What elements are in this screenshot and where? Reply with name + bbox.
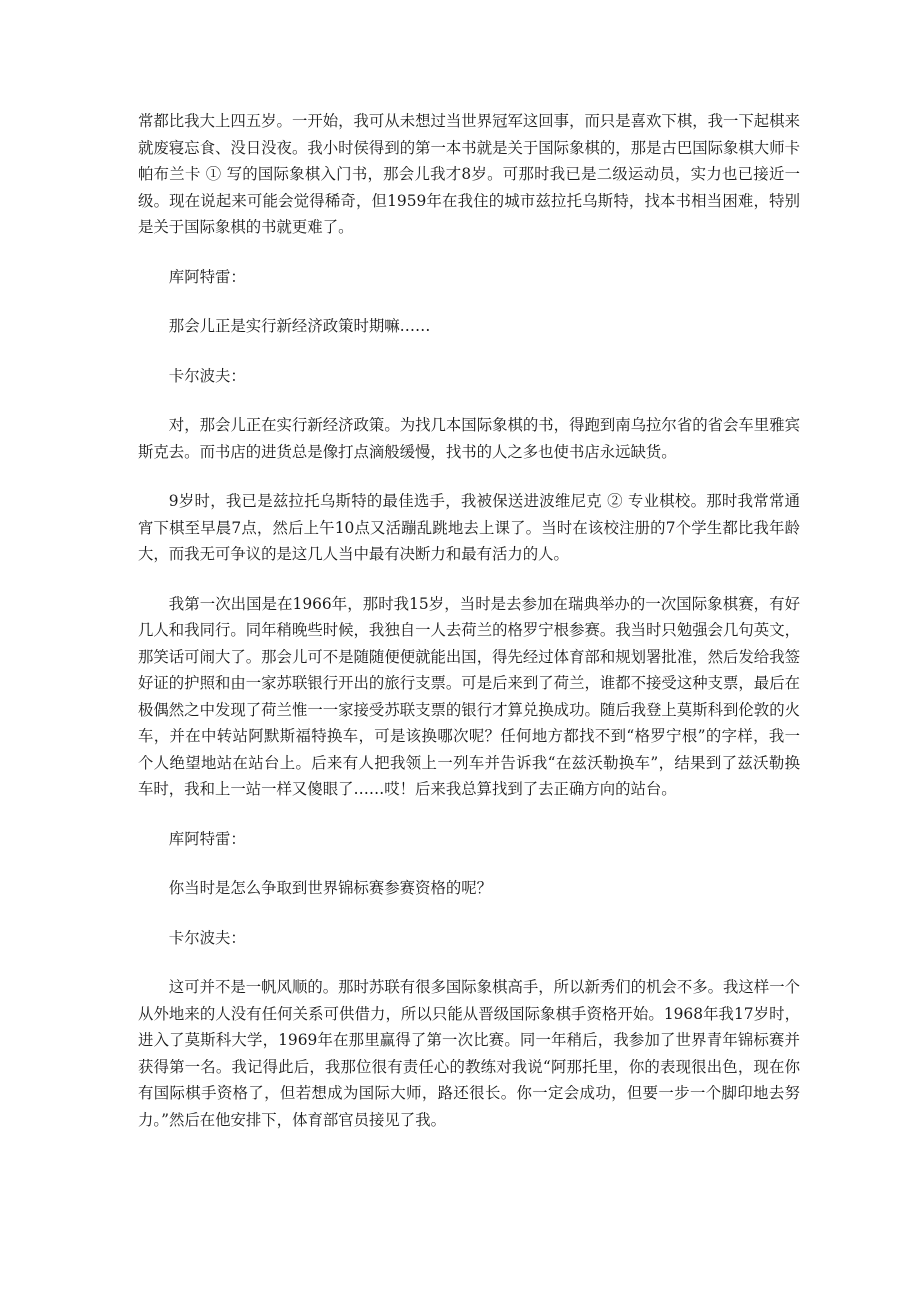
speaker-label-karpov: 卡尔波夫：: [168, 366, 246, 385]
paragraph-school: 9岁时，我已是兹拉托乌斯特的最佳选手，我被保送进波维尼克 ② 专业棋校。那时我常常通宵下棋至早晨7点，然后上午10点又活蹦乱跳地去上课了。当时在该校注册的7个学生都比我年龄大，而我无可争议的是这几人当中最有决断力和最有活力的人。: [138, 492, 800, 563]
paragraph-abroad: 我第一次出国是在1966年，那时我15岁，当时是去参加在瑞典举办的一次国际象棋赛，有好几人和我同行。同年稍晚些时候，我独自一人去荷兰的格罗宁根参赛。我当时只勉强会几句英文，那笑话可闹大了。那会儿可不是随随便便就能出国，得先经过体育部和规划署批准，然后发给我签好证的护照和由一家苏联银行开出的旅行支票。可是后来到了荷兰，谁都不接受这种支票，最后在极偶然之中发现了荷兰惟一一家接受苏联支票的银行才算兑换成功。随后我登上莫斯科到伦敦的火车，并在中转站阿默斯福特换车，可是该换哪次呢？任何地方都找不到“格罗宁根”的字样，我一个人绝望地站在站台上。后来有人把我领上一列车并告诉我“在兹沃勒换车”，结果到了兹沃勒换车时，我和上一站一样又傻眼了……哎！后来我总算找到了去正确方向的站台。: [138, 594, 800, 798]
speaker-label-karpov: 卡尔波夫：: [168, 928, 246, 947]
speaker-label-kuatrei: 库阿特雷：: [168, 267, 246, 286]
paragraph-question: 那会儿正是实行新经济政策时期嘛……: [168, 317, 431, 335]
paragraph-answer: 这可并不是一帆风顺的。那时苏联有很多国际象棋高手，所以新秀们的机会不多。我这样一个从外地来的人没有任何关系可供借力，所以只能从晋级国际象棋手资格开始。1968年我17岁时，进入了莫斯科大学，1969年在那里赢得了第一次比赛。同一年稍后，我参加了世界青年锦标赛并获得第一名。我记得此后，我那位很有责任心的教练对我说“阿那托里，你的表现很出色，现在你有国际棋手资格了，但若想成为国际大师，路还很长。你一定会成功，但要一步一个脚印地去努力。”然后在他安排下，体育部官员接见了我。: [138, 978, 800, 1129]
speaker-label-kuatrei: 库阿特雷：: [168, 829, 246, 848]
paragraph-intro: 常都比我大上四五岁。一开始，我可从未想过当世界冠军这回事，而只是喜欢下棋，我一下起棋来就废寝忘食、没日没夜。我小时侯得到的第一本书就是关于国际象棋的，那是古巴国际象棋大师卡帕布兰卡 ① 写的国际象棋入门书，那会儿我才8岁。可那时我已是二级运动员，实力也已接近一级。现在说起来可能会觉得稀奇，但1959年在我住的城市兹拉托乌斯特，找本书相当困难，特别是关于国际象棋的书就更难了。: [138, 112, 800, 236]
paragraph-question: 你当时是怎么争取到世界锦标赛参赛资格的呢？: [168, 879, 493, 897]
document-page: [138, 108, 800, 1156]
paragraph-answer: 对，那会儿正在实行新经济政策。为找几本国际象棋的书，得跑到南乌拉尔省的省会车里雅宾斯克去。而书店的进货总是像打点滴般缓慢，找书的人之多也使书店永远缺货。: [138, 416, 800, 461]
